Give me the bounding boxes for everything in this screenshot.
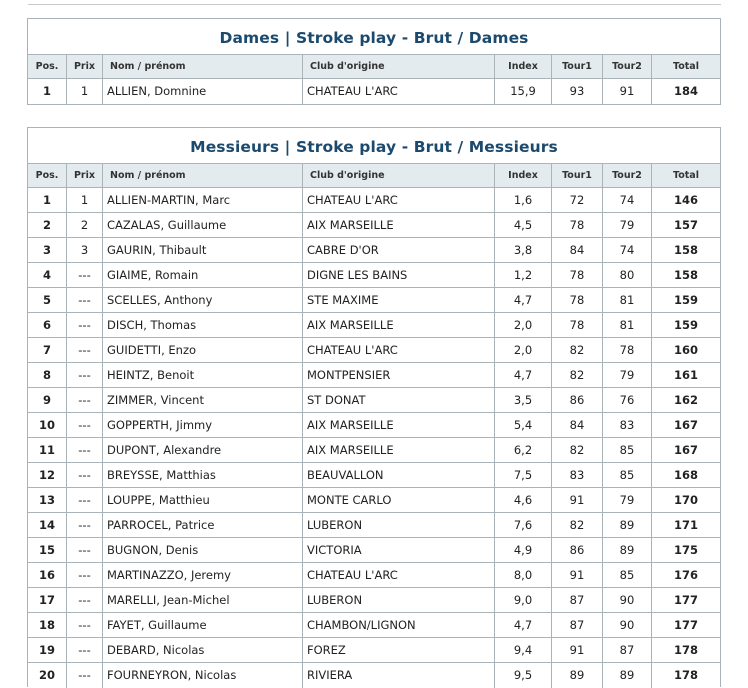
- cell-index: 4,7: [495, 363, 552, 387]
- cell-tour1: 78: [552, 263, 603, 287]
- cell-tour1: 91: [552, 488, 603, 512]
- cell-total: 170: [673, 493, 698, 507]
- cell-total: 158: [673, 268, 698, 282]
- table-row: [28, 338, 720, 363]
- cell-pos: 3: [28, 238, 67, 262]
- cell-tour1: 84: [552, 238, 603, 262]
- cell-pos: 16: [28, 563, 67, 587]
- cell-prix: ---: [67, 438, 103, 462]
- cell-total: 177: [673, 593, 698, 607]
- cell-tour2: 87: [603, 638, 652, 662]
- cell-pos: 11: [28, 438, 67, 462]
- cell-tour2: 76: [603, 388, 652, 412]
- cell-index: 15,9: [495, 79, 552, 104]
- cell-pos: 2: [28, 213, 67, 237]
- table-row: [28, 438, 720, 463]
- cell-prix: 2: [67, 213, 103, 237]
- cell-pos: 6: [28, 313, 67, 337]
- cell-nom: FAYET, Guillaume: [103, 613, 303, 637]
- cell-prix: ---: [67, 613, 103, 637]
- cell-tour1: 78: [552, 288, 603, 312]
- cell-prix: 1: [67, 79, 103, 104]
- col-header-total: Total: [673, 61, 699, 72]
- cell-pos: 8: [28, 363, 67, 387]
- cell-club: STE MAXIME: [303, 288, 495, 312]
- cell-nom: DEBARD, Nicolas: [103, 638, 303, 662]
- cell-pos: 10: [28, 413, 67, 437]
- table-row: [28, 463, 720, 488]
- cell-tour1: 87: [552, 588, 603, 612]
- cell-prix: ---: [67, 513, 103, 537]
- cell-tour2: 89: [603, 663, 652, 688]
- cell-nom: MARTINAZZO, Jeremy: [103, 563, 303, 587]
- cell-club: MONTPENSIER: [303, 363, 495, 387]
- cell-tour2: 79: [603, 488, 652, 512]
- cell-tour1: 82: [552, 338, 603, 362]
- cell-tour2: 85: [603, 463, 652, 487]
- cell-nom: GUIDETTI, Enzo: [103, 338, 303, 362]
- col-header-index: Index: [495, 55, 552, 78]
- cell-prix: ---: [67, 488, 103, 512]
- cell-tour2: 79: [603, 213, 652, 237]
- cell-pos: 9: [28, 388, 67, 412]
- cell-nom: PARROCEL, Patrice: [103, 513, 303, 537]
- cell-index: 4,7: [495, 613, 552, 637]
- cell-pos: 14: [28, 513, 67, 537]
- table-row: [28, 613, 720, 638]
- cell-tour2: 78: [603, 338, 652, 362]
- cell-tour1: 78: [552, 313, 603, 337]
- cell-total: 178: [673, 643, 698, 657]
- table-row: [28, 313, 720, 338]
- cell-tour1: 93: [552, 79, 603, 104]
- cell-nom: MARELLI, Jean-Michel: [103, 588, 303, 612]
- cell-tour1: 72: [552, 188, 603, 212]
- messieurs-results-table: [27, 127, 721, 687]
- cell-tour2: 90: [603, 588, 652, 612]
- cell-tour1: 82: [552, 438, 603, 462]
- cell-index: 1,2: [495, 263, 552, 287]
- cell-total: 159: [673, 293, 698, 307]
- cell-pos: 5: [28, 288, 67, 312]
- cell-club: BEAUVALLON: [303, 463, 495, 487]
- cell-index: 7,6: [495, 513, 552, 537]
- cell-nom: DISCH, Thomas: [103, 313, 303, 337]
- cell-prix: ---: [67, 338, 103, 362]
- cell-nom: CAZALAS, Guillaume: [103, 213, 303, 237]
- cell-tour2: 83: [603, 413, 652, 437]
- cell-pos: 1: [28, 79, 67, 104]
- cell-prix: ---: [67, 538, 103, 562]
- col-header-index: Index: [495, 164, 552, 187]
- cell-club: AIX MARSEILLE: [303, 213, 495, 237]
- cell-pos: 17: [28, 588, 67, 612]
- table-row: [28, 588, 720, 613]
- cell-nom: BREYSSE, Matthias: [103, 463, 303, 487]
- cell-prix: ---: [67, 288, 103, 312]
- table-row: [28, 488, 720, 513]
- cell-club: CABRE D'OR: [303, 238, 495, 262]
- cell-index: 9,0: [495, 588, 552, 612]
- cell-nom: ALLIEN, Domnine: [103, 79, 303, 104]
- cell-nom: ZIMMER, Vincent: [103, 388, 303, 412]
- cell-tour2: 74: [603, 238, 652, 262]
- messieurs-table-body: [28, 188, 720, 688]
- table-row: [28, 563, 720, 588]
- page-top-rule: [28, 4, 721, 5]
- messieurs-header-row: [28, 163, 720, 188]
- cell-index: 8,0: [495, 563, 552, 587]
- col-header-club: Club d'origine: [303, 164, 495, 187]
- cell-prix: ---: [67, 313, 103, 337]
- cell-nom: DUPONT, Alexandre: [103, 438, 303, 462]
- cell-index: 3,5: [495, 388, 552, 412]
- col-header-pos: Pos.: [28, 164, 67, 187]
- cell-club: CHATEAU L'ARC: [303, 188, 495, 212]
- cell-club: CHATEAU L'ARC: [303, 338, 495, 362]
- cell-pos: 15: [28, 538, 67, 562]
- col-header-tour2: Tour2: [603, 55, 652, 78]
- table-row: [28, 388, 720, 413]
- cell-total: 176: [673, 568, 698, 582]
- col-header-total: Total: [673, 170, 699, 181]
- cell-club: CHATEAU L'ARC: [303, 563, 495, 587]
- cell-total: 177: [673, 618, 698, 632]
- cell-club: MONTE CARLO: [303, 488, 495, 512]
- cell-index: 6,2: [495, 438, 552, 462]
- cell-pos: 18: [28, 613, 67, 637]
- table-row: [28, 513, 720, 538]
- cell-tour1: 82: [552, 513, 603, 537]
- table-row: [28, 238, 720, 263]
- cell-prix: 1: [67, 188, 103, 212]
- cell-prix: ---: [67, 463, 103, 487]
- cell-club: CHATEAU L'ARC: [303, 79, 495, 104]
- cell-pos: 20: [28, 663, 67, 688]
- cell-club: CHAMBON/LIGNON: [303, 613, 495, 637]
- cell-prix: ---: [67, 588, 103, 612]
- cell-tour2: 80: [603, 263, 652, 287]
- cell-index: 4,6: [495, 488, 552, 512]
- col-header-prix: Prix: [67, 164, 103, 187]
- cell-prix: ---: [67, 413, 103, 437]
- cell-nom: HEINTZ, Benoit: [103, 363, 303, 387]
- col-header-nom: Nom / prénom: [103, 55, 303, 78]
- cell-index: 5,4: [495, 413, 552, 437]
- cell-prix: 3: [67, 238, 103, 262]
- cell-total: 146: [673, 193, 698, 207]
- col-header-prix: Prix: [67, 55, 103, 78]
- cell-total: 161: [673, 368, 698, 382]
- cell-total: 171: [673, 518, 698, 532]
- dames-header-row: [28, 54, 720, 79]
- cell-nom: GAURIN, Thibault: [103, 238, 303, 262]
- cell-tour2: 79: [603, 363, 652, 387]
- cell-tour2: 81: [603, 313, 652, 337]
- cell-prix: ---: [67, 263, 103, 287]
- cell-nom: SCELLES, Anthony: [103, 288, 303, 312]
- cell-pos: 12: [28, 463, 67, 487]
- col-header-pos: Pos.: [28, 55, 67, 78]
- cell-pos: 7: [28, 338, 67, 362]
- cell-prix: ---: [67, 363, 103, 387]
- table-row: [28, 663, 720, 688]
- messieurs-table-title: Messieurs | Stroke play - Brut / Messieurs: [190, 138, 558, 156]
- dames-results-table: [27, 18, 721, 105]
- cell-tour2: 90: [603, 613, 652, 637]
- table-row: [28, 188, 720, 213]
- cell-club: VICTORIA: [303, 538, 495, 562]
- cell-nom: GOPPERTH, Jimmy: [103, 413, 303, 437]
- cell-total: 178: [673, 668, 698, 682]
- cell-nom: GIAIME, Romain: [103, 263, 303, 287]
- cell-index: 7,5: [495, 463, 552, 487]
- cell-tour1: 83: [552, 463, 603, 487]
- cell-pos: 19: [28, 638, 67, 662]
- cell-club: RIVIERA: [303, 663, 495, 688]
- cell-prix: ---: [67, 638, 103, 662]
- table-row: [28, 638, 720, 663]
- table-row: [28, 363, 720, 388]
- cell-club: LUBERON: [303, 513, 495, 537]
- cell-total: 157: [673, 218, 698, 232]
- cell-club: FOREZ: [303, 638, 495, 662]
- cell-index: 1,6: [495, 188, 552, 212]
- cell-pos: 4: [28, 263, 67, 287]
- table-row: [28, 213, 720, 238]
- col-header-tour2: Tour2: [603, 164, 652, 187]
- cell-tour2: 85: [603, 438, 652, 462]
- table-row: [28, 413, 720, 438]
- cell-tour2: 89: [603, 513, 652, 537]
- cell-club: ST DONAT: [303, 388, 495, 412]
- cell-nom: LOUPPE, Matthieu: [103, 488, 303, 512]
- cell-total: 168: [673, 468, 698, 482]
- cell-tour2: 89: [603, 538, 652, 562]
- cell-pos: 1: [28, 188, 67, 212]
- dames-table-body: [28, 79, 720, 104]
- cell-index: 4,7: [495, 288, 552, 312]
- cell-prix: ---: [67, 663, 103, 688]
- cell-index: 9,4: [495, 638, 552, 662]
- cell-index: 2,0: [495, 338, 552, 362]
- cell-tour1: 89: [552, 663, 603, 688]
- cell-tour2: 91: [603, 79, 652, 104]
- cell-total: 160: [673, 343, 698, 357]
- cell-club: LUBERON: [303, 588, 495, 612]
- cell-total: 167: [673, 443, 698, 457]
- cell-tour1: 87: [552, 613, 603, 637]
- dames-table-title: Dames | Stroke play - Brut / Dames: [219, 29, 529, 47]
- cell-total: 184: [673, 84, 698, 98]
- cell-nom: ALLIEN-MARTIN, Marc: [103, 188, 303, 212]
- cell-total: 159: [673, 318, 698, 332]
- cell-club: AIX MARSEILLE: [303, 313, 495, 337]
- cell-prix: ---: [67, 563, 103, 587]
- col-header-tour1: Tour1: [552, 55, 603, 78]
- table-row: [28, 538, 720, 563]
- cell-nom: FOURNEYRON, Nicolas: [103, 663, 303, 688]
- cell-total: 158: [673, 243, 698, 257]
- cell-tour1: 91: [552, 638, 603, 662]
- col-header-club: Club d'origine: [303, 55, 495, 78]
- cell-total: 167: [673, 418, 698, 432]
- cell-tour1: 78: [552, 213, 603, 237]
- cell-tour1: 86: [552, 538, 603, 562]
- cell-tour1: 86: [552, 388, 603, 412]
- cell-club: AIX MARSEILLE: [303, 413, 495, 437]
- table-row: [28, 263, 720, 288]
- cell-club: AIX MARSEILLE: [303, 438, 495, 462]
- cell-index: 4,9: [495, 538, 552, 562]
- table-row: [28, 288, 720, 313]
- table-row: [28, 79, 720, 104]
- cell-index: 3,8: [495, 238, 552, 262]
- cell-tour1: 91: [552, 563, 603, 587]
- cell-prix: ---: [67, 388, 103, 412]
- cell-club: DIGNE LES BAINS: [303, 263, 495, 287]
- cell-total: 162: [673, 393, 698, 407]
- cell-tour2: 74: [603, 188, 652, 212]
- cell-pos: 13: [28, 488, 67, 512]
- cell-index: 9,5: [495, 663, 552, 688]
- cell-index: 4,5: [495, 213, 552, 237]
- col-header-tour1: Tour1: [552, 164, 603, 187]
- cell-tour2: 85: [603, 563, 652, 587]
- cell-index: 2,0: [495, 313, 552, 337]
- col-header-nom: Nom / prénom: [103, 164, 303, 187]
- cell-tour2: 81: [603, 288, 652, 312]
- cell-tour1: 82: [552, 363, 603, 387]
- cell-tour1: 84: [552, 413, 603, 437]
- cell-nom: BUGNON, Denis: [103, 538, 303, 562]
- cell-total: 175: [673, 543, 698, 557]
